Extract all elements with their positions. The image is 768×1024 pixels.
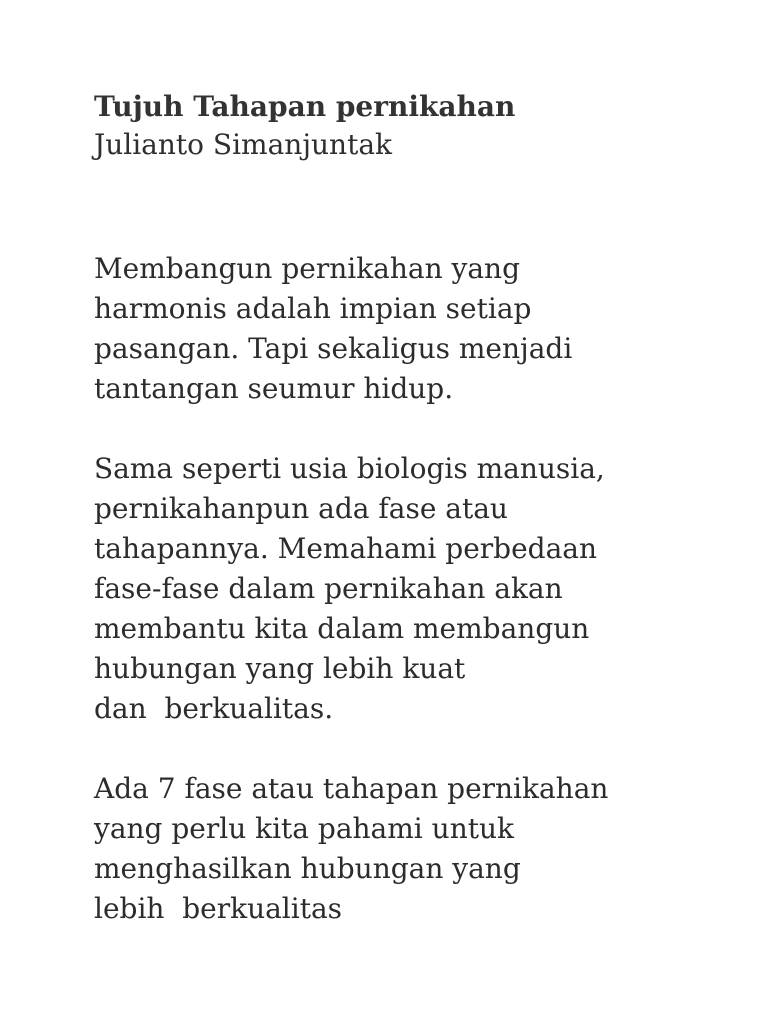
document-author: Julianto Simanjuntak	[94, 128, 392, 161]
text-line: fase-fase dalam pernikahan akan	[94, 572, 563, 605]
text-line: lebih berkualitas	[94, 892, 343, 925]
text-line: Ada 7 fase atau tahapan pernikahan	[94, 772, 609, 805]
paragraph-phases	[94, 449, 734, 729]
text-line: hubungan yang lebih kuat	[94, 652, 466, 685]
text-line: pasangan. Tapi sekaligus menjadi	[94, 332, 573, 365]
text-line: dan berkualitas.	[94, 692, 334, 725]
text-line: Membangun pernikahan yang	[94, 252, 520, 285]
text-line: pernikahanpun ada fase atau	[94, 492, 508, 525]
document-body	[94, 249, 734, 969]
text-line: tantangan seumur hidup.	[94, 372, 454, 405]
text-line: membantu kita dalam membangun	[94, 612, 590, 645]
text-line: tahapannya. Memahami perbedaan	[94, 532, 598, 565]
text-line: menghasilkan hubungan yang	[94, 852, 521, 885]
text-line: Sama seperti usia biologis manusia,	[94, 452, 605, 485]
text-line: yang perlu kita pahami untuk	[94, 812, 514, 845]
paragraph-intro	[94, 249, 734, 409]
document-title: Tujuh Tahapan pernikahan	[94, 90, 516, 123]
text-line: harmonis adalah impian setiap	[94, 292, 532, 325]
paragraph-seven-phases	[94, 769, 734, 929]
document-header	[94, 88, 734, 164]
